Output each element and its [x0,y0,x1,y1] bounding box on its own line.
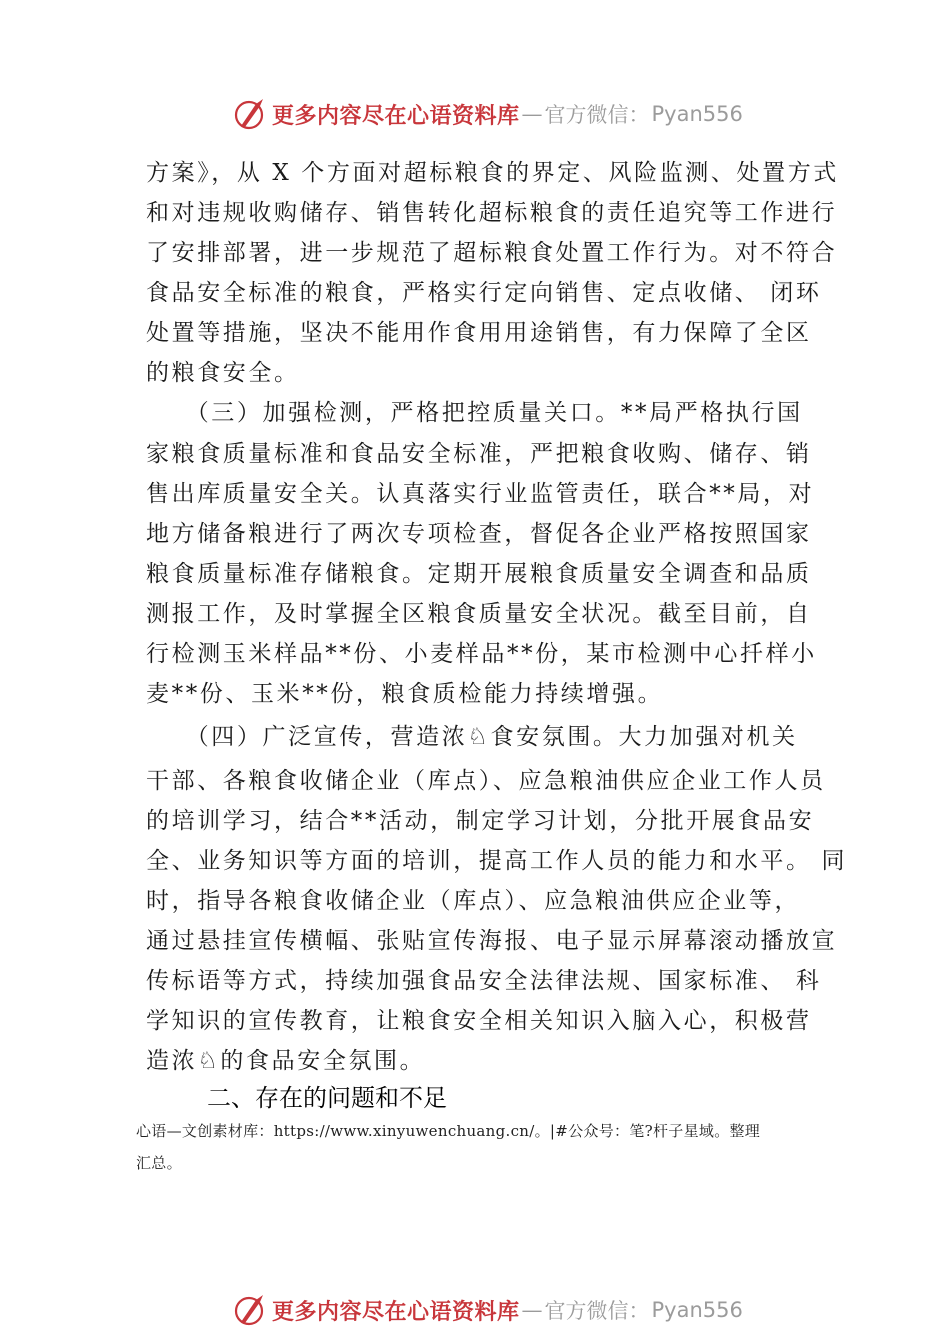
body-line: 和对违规收购储存、销售转化超标粮食的责任追究等工作进行 [146,200,838,226]
body-line: 地方储备粮进行了两次专项检查，督促各企业严格按照国家 [146,521,812,547]
body-line: 的培训学习，结合**活动，制定学习计划，分批开展食品安 [146,808,815,834]
body-line: （三）加强检测，严格把控质量关口。**局严格执行国 [146,400,803,426]
section-heading: 二、存在的问题和不足 [207,1084,447,1112]
body-line: 食品安全标准的粮食，严格实行定向销售、定点收储、 闭环 [146,280,822,306]
body-line: 造浓♘的食品安全氛围。 [146,1048,426,1074]
banner-wechat-label: 官方微信： [544,1299,650,1323]
body-line: 时，指导各粮食收储企业（库点）、应急粮油供应企业等， [146,888,801,914]
body-line: 全、业务知识等方面的培训，提高工作人员的能力和水平。 同 [146,848,848,874]
body-line: 了安排部署，进一步规范了超标粮食处置工作行为。对不符合 [146,240,838,266]
body-line: 粮食质量标准存储粮食。定期开展粮食质量安全调查和品质 [146,561,812,587]
body-line: 家粮食质量标准和食品安全标准，严把粮食收购、储存、销 [146,441,812,467]
banner-dash: — [521,102,543,126]
body-line: 售出库质量安全关。认真落实行业监管责任，联合**局，对 [146,481,815,507]
banner-site-name: 更多内容尽在心语资料库 [272,102,520,129]
source-footer-line: 汇总。 [136,1154,182,1172]
footer-banner [232,1290,743,1330]
header-banner [232,94,743,134]
body-line: 测报工作，及时掌握全区粮食质量安全状况。截至目前，自 [146,601,812,627]
banner-site-name: 更多内容尽在心语资料库 [272,1298,520,1325]
body-line: 干部、各粮食收储企业（库点）、应急粮油供应企业工作人员 [146,768,826,794]
body-line: 通过悬挂宣传横幅、张贴宣传海报、电子显示屏幕滚动播放宣 [146,928,838,954]
banner-wechat-label: 官方微信： [544,103,650,127]
banner-dash: — [521,1298,543,1322]
banner-wechat-id: Pyan556 [651,102,743,126]
body-line: 行检测玉米样品**份、小麦样品**份，某市检测中心扦样小 [146,641,817,667]
body-line: 方案》，从 X 个方面对超标粮食的界定、风险监测、处置方式 [146,160,839,186]
quill-pen-logo-icon [232,96,268,132]
body-line: （四）广泛宣传，营造浓♘食安氛围。大力加强对机关 [146,724,798,750]
body-line: 学知识的宣传教育，让粮食安全相关知识入脑入心，积极营 [146,1008,812,1034]
body-line: 麦**份、玉米**份，粮食质检能力持续增强。 [146,681,664,707]
quill-pen-logo-icon [232,1292,268,1328]
body-line: 传标语等方式，持续加强食品安全法律法规、国家标准、 科 [146,968,822,994]
banner-wechat-id: Pyan556 [651,1298,743,1322]
body-line: 的粮食安全。 [146,360,300,386]
body-line: 处置等措施，坚决不能用作食用用途销售，有力保障了全区 [146,320,812,346]
source-footer-line: 心语—文创素材库：https://www.xinyuwenchuang.cn/。|#公众号：笔?杆子星域。整理 [136,1122,761,1140]
